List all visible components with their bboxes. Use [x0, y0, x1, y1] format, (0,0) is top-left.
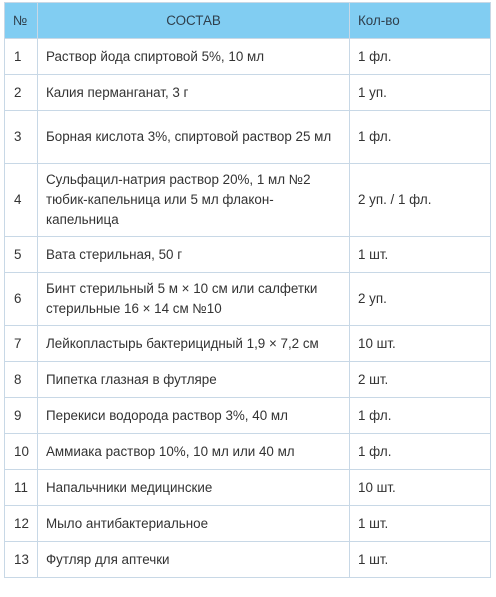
composition-cell: Бинт стерильный 5 м × 10 см или салфетки стерильные 16 × 14 см №10 — [38, 273, 350, 326]
table-row — [5, 326, 491, 362]
row-number-cell: 5 — [5, 237, 38, 273]
row-number-cell: 4 — [5, 164, 38, 237]
row-number-cell: 7 — [5, 326, 38, 362]
row-number-cell: 13 — [5, 542, 38, 578]
quantity-cell: 1 фл. — [350, 111, 491, 164]
composition-cell: Лейкопластырь бактерицидный 1,9 × 7,2 см — [38, 326, 350, 362]
composition-cell: Пипетка глазная в футляре — [38, 362, 350, 398]
table-row — [5, 398, 491, 434]
table-header — [5, 3, 491, 39]
quantity-cell: 1 фл. — [350, 434, 491, 470]
row-number-cell: 8 — [5, 362, 38, 398]
composition-cell: Футляр для аптечки — [38, 542, 350, 578]
row-number-cell: 3 — [5, 111, 38, 164]
row-number-cell: 10 — [5, 434, 38, 470]
quantity-cell: 1 шт. — [350, 237, 491, 273]
composition-cell: Напальчники медицинские — [38, 470, 350, 506]
table-row — [5, 470, 491, 506]
row-number-cell: 12 — [5, 506, 38, 542]
composition-cell: Вата стерильная, 50 г — [38, 237, 350, 273]
composition-cell: Перекиси водорода раствор 3%, 40 мл — [38, 398, 350, 434]
table-row — [5, 362, 491, 398]
quantity-cell: 2 шт. — [350, 362, 491, 398]
quantity-cell: 1 шт. — [350, 542, 491, 578]
row-number-cell: 11 — [5, 470, 38, 506]
composition-cell: Мыло антибактериальное — [38, 506, 350, 542]
row-number-cell: 2 — [5, 75, 38, 111]
quantity-cell: 10 шт. — [350, 326, 491, 362]
row-number-cell: 9 — [5, 398, 38, 434]
row-number-cell: 6 — [5, 273, 38, 326]
quantity-cell: 1 фл. — [350, 39, 491, 75]
table-row — [5, 273, 491, 326]
quantity-cell: 1 фл. — [350, 398, 491, 434]
header-row — [5, 3, 491, 39]
first-aid-kit-table — [4, 2, 491, 578]
table-body — [5, 39, 491, 578]
quantity-cell: 2 уп. / 1 фл. — [350, 164, 491, 237]
quantity-cell: 10 шт. — [350, 470, 491, 506]
table-row — [5, 164, 491, 237]
quantity-cell: 1 уп. — [350, 75, 491, 111]
column-header-number: № — [5, 3, 38, 39]
row-number-cell: 1 — [5, 39, 38, 75]
composition-cell: Аммиака раствор 10%, 10 мл или 40 мл — [38, 434, 350, 470]
table-row — [5, 542, 491, 578]
table-row — [5, 237, 491, 273]
quantity-cell: 1 шт. — [350, 506, 491, 542]
table-row — [5, 75, 491, 111]
composition-cell: Борная кислота 3%, спиртовой раствор 25 мл — [38, 111, 350, 164]
quantity-cell: 2 уп. — [350, 273, 491, 326]
table-row — [5, 39, 491, 75]
table-row — [5, 434, 491, 470]
table-row — [5, 111, 491, 164]
table-row — [5, 506, 491, 542]
composition-cell: Калия перманганат, 3 г — [38, 75, 350, 111]
composition-cell: Сульфацил-натрия раствор 20%, 1 мл №2 тюбик-капельница или 5 мл флакон-капельница — [38, 164, 350, 237]
composition-cell: Раствор йода спиртовой 5%, 10 мл — [38, 39, 350, 75]
column-header-quantity: Кол-во — [350, 3, 491, 39]
column-header-composition: СОСТАВ — [38, 3, 350, 39]
